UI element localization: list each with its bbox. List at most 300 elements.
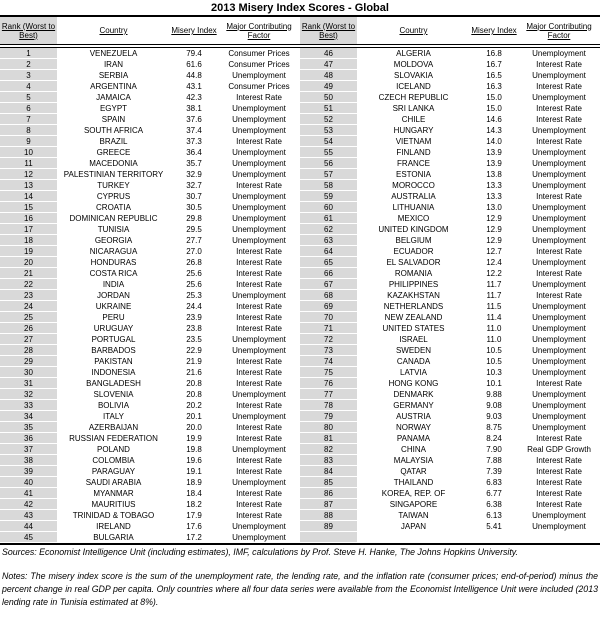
country-cell: VENEZUELA xyxy=(89,49,138,58)
rank-cell: 75 xyxy=(300,367,357,378)
column-header-country: Country xyxy=(399,26,428,35)
table-row xyxy=(300,268,600,279)
country-cell: NEW ZEALAND xyxy=(384,313,443,322)
factor-cell: Unemployment xyxy=(532,401,586,410)
country-cell: LITHUANIA xyxy=(392,203,435,212)
index-cell: 13.3 xyxy=(486,181,502,190)
country-cell: MALAYSIA xyxy=(393,456,434,465)
factor-cell: Unemployment xyxy=(232,148,286,157)
index-cell: 19.8 xyxy=(186,445,202,454)
table-row xyxy=(0,268,300,279)
index-cell: 18.2 xyxy=(186,500,202,509)
column-header-index: Misery Index xyxy=(471,26,517,35)
country-cell: POLAND xyxy=(97,445,130,454)
table-row xyxy=(0,510,300,521)
table-row xyxy=(0,246,300,257)
index-cell: 14.0 xyxy=(486,137,502,146)
country-cell: AZERBAIJAN xyxy=(88,423,139,432)
country-cell: PAKISTAN xyxy=(94,357,133,366)
country-cell: SERBIA xyxy=(98,71,129,80)
country-cell: BANGLADESH xyxy=(86,379,141,388)
column-header-factor: Major Contributing Factor xyxy=(226,21,292,40)
country-cell: CROATIA xyxy=(96,203,131,212)
rank-cell: 16 xyxy=(0,213,57,224)
rank-cell: 19 xyxy=(0,246,57,257)
factor-cell: Unemployment xyxy=(532,423,586,432)
table-row xyxy=(300,510,600,521)
rank-cell: 22 xyxy=(0,279,57,290)
table-row xyxy=(300,191,600,202)
country-cell: PERU xyxy=(102,313,125,322)
table-row xyxy=(300,378,600,389)
table-row xyxy=(300,81,600,92)
table-row xyxy=(0,279,300,290)
factor-cell: Real GDP Growth xyxy=(527,445,591,454)
factor-cell: Interest Rate xyxy=(536,467,582,476)
factor-cell: Interest Rate xyxy=(236,137,282,146)
factor-cell: Unemployment xyxy=(532,412,586,421)
index-cell: 7.88 xyxy=(486,456,502,465)
country-cell: PHILIPPINES xyxy=(388,280,439,289)
index-cell: 25.3 xyxy=(186,291,202,300)
table-row xyxy=(300,158,600,169)
rank-cell: 43 xyxy=(0,510,57,521)
country-cell: MOROCCO xyxy=(392,181,435,190)
table-row xyxy=(0,477,300,488)
rank-cell: 65 xyxy=(300,257,357,268)
rank-cell: 56 xyxy=(300,158,357,169)
factor-cell: Interest Rate xyxy=(236,467,282,476)
table-row xyxy=(300,356,600,367)
factor-cell: Interest Rate xyxy=(536,104,582,113)
factor-cell: Unemployment xyxy=(232,390,286,399)
rank-cell: 3 xyxy=(0,70,57,81)
index-cell: 9.08 xyxy=(486,401,502,410)
table-row xyxy=(300,169,600,180)
factor-cell: Unemployment xyxy=(232,412,286,421)
table-row xyxy=(0,367,300,378)
table-row xyxy=(0,312,300,323)
table-row xyxy=(300,147,600,158)
table-row xyxy=(0,235,300,246)
table-row xyxy=(300,455,600,466)
table-row xyxy=(300,345,600,356)
rank-cell: 27 xyxy=(0,334,57,345)
table-row xyxy=(300,279,600,290)
table-row xyxy=(300,400,600,411)
table-row xyxy=(0,290,300,301)
factor-cell: Interest Rate xyxy=(536,269,582,278)
country-cell: SRI LANKA xyxy=(392,104,435,113)
left-table-body xyxy=(0,48,300,543)
index-cell: 36.4 xyxy=(186,148,202,157)
index-cell: 26.8 xyxy=(186,258,202,267)
index-cell: 16.7 xyxy=(486,60,502,69)
factor-cell: Unemployment xyxy=(532,522,586,531)
rank-cell: 50 xyxy=(300,92,357,103)
country-cell: TURKEY xyxy=(97,181,130,190)
factor-cell: Unemployment xyxy=(532,346,586,355)
rank-cell: 4 xyxy=(0,81,57,92)
table-row xyxy=(300,334,600,345)
table-row xyxy=(300,224,600,235)
index-cell: 13.9 xyxy=(486,148,502,157)
factor-cell: Unemployment xyxy=(232,522,286,531)
factor-cell: Unemployment xyxy=(232,478,286,487)
country-cell: FINLAND xyxy=(396,148,431,157)
country-cell: UKRAINE xyxy=(95,302,132,311)
index-cell: 29.8 xyxy=(186,214,202,223)
factor-cell: Interest Rate xyxy=(236,456,282,465)
rank-cell: 60 xyxy=(300,202,357,213)
country-cell: COLOMBIA xyxy=(92,456,135,465)
factor-cell: Interest Rate xyxy=(236,357,282,366)
table-row xyxy=(0,323,300,334)
rank-cell: 79 xyxy=(300,411,357,422)
table-row xyxy=(0,81,300,92)
index-cell: 6.38 xyxy=(486,500,502,509)
country-cell: AUSTRIA xyxy=(396,412,431,421)
index-cell: 13.3 xyxy=(486,192,502,201)
factor-cell: Unemployment xyxy=(532,280,586,289)
factor-cell: Unemployment xyxy=(232,236,286,245)
index-cell xyxy=(470,532,518,543)
factor-cell: Unemployment xyxy=(232,225,286,234)
table-row xyxy=(300,257,600,268)
rank-cell: 53 xyxy=(300,125,357,136)
index-cell: 6.83 xyxy=(486,478,502,487)
table-row xyxy=(300,136,600,147)
table-row xyxy=(300,290,600,301)
rank-cell: 61 xyxy=(300,213,357,224)
index-cell: 8.75 xyxy=(486,423,502,432)
country-cell: ITALY xyxy=(102,412,125,421)
rank-cell: 14 xyxy=(0,191,57,202)
factor-cell: Unemployment xyxy=(532,225,586,234)
factor-cell: Consumer Prices xyxy=(228,82,290,91)
rank-cell: 5 xyxy=(0,92,57,103)
column-header-rank: Rank (Worst to Best) xyxy=(300,17,357,44)
factor-cell: Unemployment xyxy=(532,71,586,80)
rank-cell: 40 xyxy=(0,477,57,488)
index-cell: 12.9 xyxy=(486,225,502,234)
country-cell: NICARAGUA xyxy=(89,247,138,256)
rank-cell xyxy=(300,532,357,543)
factor-cell: Unemployment xyxy=(532,368,586,377)
rank-cell: 36 xyxy=(0,433,57,444)
country-cell: KAZAKHSTAN xyxy=(387,291,440,300)
index-cell: 30.7 xyxy=(186,192,202,201)
country-cell: BULGARIA xyxy=(93,533,134,542)
country-cell: RUSSIAN FEDERATION xyxy=(69,434,158,443)
rank-cell: 88 xyxy=(300,510,357,521)
table-row xyxy=(0,103,300,114)
rank-cell: 34 xyxy=(0,411,57,422)
country-cell: HONG KONG xyxy=(388,379,439,388)
table-row xyxy=(0,48,300,59)
country-cell: LATVIA xyxy=(400,368,427,377)
country-cell: CZECH REPUBLIC xyxy=(378,93,449,102)
factor-cell: Interest Rate xyxy=(236,93,282,102)
table-row xyxy=(0,92,300,103)
country-cell: SLOVENIA xyxy=(93,390,134,399)
factor-cell: Interest Rate xyxy=(536,291,582,300)
index-cell: 37.6 xyxy=(186,115,202,124)
country-cell: CHILE xyxy=(401,115,426,124)
rank-cell: 9 xyxy=(0,136,57,147)
table-row xyxy=(0,521,300,532)
rank-cell: 20 xyxy=(0,257,57,268)
country-cell: EGYPT xyxy=(99,104,128,113)
rank-cell: 39 xyxy=(0,466,57,477)
rank-cell: 69 xyxy=(300,301,357,312)
index-cell: 22.9 xyxy=(186,346,202,355)
country-cell: CHINA xyxy=(401,445,426,454)
index-cell: 21.9 xyxy=(186,357,202,366)
rank-cell: 44 xyxy=(0,521,57,532)
country-cell: COSTA RICA xyxy=(89,269,138,278)
factor-cell: Unemployment xyxy=(232,170,286,179)
factor-cell: Interest Rate xyxy=(236,324,282,333)
index-cell: 7.90 xyxy=(486,445,502,454)
country-cell: ISRAEL xyxy=(399,335,428,344)
country-cell: SLOVAKIA xyxy=(394,71,433,80)
index-cell: 23.5 xyxy=(186,335,202,344)
factor-cell: Unemployment xyxy=(232,445,286,454)
index-cell: 25.6 xyxy=(186,280,202,289)
table-row xyxy=(300,499,600,510)
factor-cell: Unemployment xyxy=(532,258,586,267)
index-cell: 10.3 xyxy=(486,368,502,377)
table-row xyxy=(300,48,600,59)
right-table-body xyxy=(300,48,600,543)
factor-cell: Interest Rate xyxy=(236,511,282,520)
rank-cell: 78 xyxy=(300,400,357,411)
index-cell: 29.5 xyxy=(186,225,202,234)
column-header-country: Country xyxy=(99,26,128,35)
table-row xyxy=(300,213,600,224)
country-cell: GREECE xyxy=(96,148,131,157)
table-row xyxy=(0,191,300,202)
factor-cell: Interest Rate xyxy=(236,280,282,289)
rank-cell: 54 xyxy=(300,136,357,147)
factor-cell: Unemployment xyxy=(232,126,286,135)
index-cell: 11.5 xyxy=(486,302,502,311)
country-cell: ARGENTINA xyxy=(90,82,137,91)
rank-cell: 76 xyxy=(300,378,357,389)
rank-cell: 82 xyxy=(300,444,357,455)
index-cell: 15.0 xyxy=(486,93,502,102)
table-row xyxy=(300,70,600,81)
table-row xyxy=(0,389,300,400)
table-row xyxy=(0,411,300,422)
factor-cell: Unemployment xyxy=(532,203,586,212)
country-cell: DENMARK xyxy=(393,390,434,399)
rank-cell: 41 xyxy=(0,488,57,499)
factor-cell: Unemployment xyxy=(232,203,286,212)
index-cell: 9.03 xyxy=(486,412,502,421)
table-row xyxy=(0,400,300,411)
country-cell: GEORGIA xyxy=(94,236,133,245)
table-row xyxy=(0,378,300,389)
index-cell: 17.9 xyxy=(186,511,202,520)
table-row xyxy=(0,224,300,235)
country-cell: IRELAND xyxy=(96,522,131,531)
index-cell: 11.0 xyxy=(486,335,502,344)
country-cell: IRAN xyxy=(103,60,124,69)
table-row xyxy=(300,235,600,246)
index-cell: 19.9 xyxy=(186,434,202,443)
index-cell: 25.6 xyxy=(186,269,202,278)
country-cell: INDIA xyxy=(102,280,125,289)
factor-cell: Interest Rate xyxy=(536,247,582,256)
table-row xyxy=(300,466,600,477)
country-cell: TAIWAN xyxy=(398,511,429,520)
rank-cell: 28 xyxy=(0,345,57,356)
country-cell: VIETNAM xyxy=(395,137,432,146)
rank-cell: 46 xyxy=(300,48,357,59)
country-cell: PALESTINIAN TERRITORY xyxy=(63,170,164,179)
index-cell: 5.41 xyxy=(486,522,502,531)
factor-cell: Interest Rate xyxy=(536,192,582,201)
index-cell: 37.3 xyxy=(186,137,202,146)
index-cell: 12.9 xyxy=(486,236,502,245)
table-row xyxy=(0,147,300,158)
index-cell: 14.3 xyxy=(486,126,502,135)
country-cell: SOUTH AFRICA xyxy=(83,126,144,135)
factor-cell: Interest Rate xyxy=(236,247,282,256)
index-cell: 9.88 xyxy=(486,390,502,399)
table-row xyxy=(0,334,300,345)
factor-cell: Unemployment xyxy=(532,49,586,58)
rank-cell: 31 xyxy=(0,378,57,389)
table-row xyxy=(0,488,300,499)
table-row xyxy=(0,301,300,312)
column-header-index: Misery Index xyxy=(171,26,217,35)
table-row xyxy=(300,521,600,532)
country-cell: THAILAND xyxy=(393,478,434,487)
factor-cell: Unemployment xyxy=(232,159,286,168)
rank-cell: 24 xyxy=(0,301,57,312)
table-row xyxy=(0,202,300,213)
factor-cell: Unemployment xyxy=(532,159,586,168)
factor-cell: Interest Rate xyxy=(536,456,582,465)
country-cell: MOLDOVA xyxy=(393,60,434,69)
factor-cell: Interest Rate xyxy=(536,489,582,498)
country-cell: SWEDEN xyxy=(395,346,432,355)
factor-cell: Unemployment xyxy=(232,533,286,542)
table-row xyxy=(300,444,600,455)
table-row xyxy=(0,433,300,444)
table-row xyxy=(0,466,300,477)
country-cell: QATAR xyxy=(400,467,427,476)
country-cell xyxy=(357,532,470,543)
index-cell: 35.7 xyxy=(186,159,202,168)
factor-cell: Interest Rate xyxy=(536,500,582,509)
factor-cell: Unemployment xyxy=(232,192,286,201)
rank-cell: 26 xyxy=(0,323,57,334)
rank-cell: 10 xyxy=(0,147,57,158)
rank-cell: 29 xyxy=(0,356,57,367)
rank-cell: 81 xyxy=(300,433,357,444)
country-cell: ICELAND xyxy=(396,82,431,91)
country-cell: SINGAPORE xyxy=(389,500,438,509)
factor-cell: Unemployment xyxy=(532,148,586,157)
country-cell: PANAMA xyxy=(396,434,431,443)
index-cell: 27.7 xyxy=(186,236,202,245)
factor-cell: Interest Rate xyxy=(236,434,282,443)
index-cell: 20.8 xyxy=(186,390,202,399)
index-cell: 61.6 xyxy=(186,60,202,69)
index-cell: 11.4 xyxy=(486,313,502,322)
country-cell: GERMANY xyxy=(393,401,434,410)
factor-cell: Unemployment xyxy=(532,236,586,245)
country-cell: FRANCE xyxy=(397,159,430,168)
rank-cell: 87 xyxy=(300,499,357,510)
table-row xyxy=(300,367,600,378)
factor-cell: Unemployment xyxy=(532,214,586,223)
country-cell: ALGERIA xyxy=(396,49,431,58)
page-title: 2013 Misery Index Scores - Global xyxy=(211,2,389,14)
rank-cell: 15 xyxy=(0,202,57,213)
factor-cell: Consumer Prices xyxy=(228,49,290,58)
rank-cell: 8 xyxy=(0,125,57,136)
index-cell: 20.1 xyxy=(186,412,202,421)
table-row xyxy=(0,455,300,466)
index-cell: 16.3 xyxy=(486,82,502,91)
factor-cell: Interest Rate xyxy=(236,368,282,377)
factor-cell: Interest Rate xyxy=(236,302,282,311)
table-row xyxy=(300,532,600,543)
country-cell: HONDURAS xyxy=(90,258,137,267)
table-row xyxy=(300,180,600,191)
rank-cell: 71 xyxy=(300,323,357,334)
factor-cell: Unemployment xyxy=(532,324,586,333)
country-cell: SAUDI ARABIA xyxy=(85,478,142,487)
country-cell: HUNGARY xyxy=(393,126,434,135)
factor-cell: Interest Rate xyxy=(236,269,282,278)
country-cell: BELGIUM xyxy=(395,236,432,245)
factor-cell: Interest Rate xyxy=(236,423,282,432)
factor-cell: Unemployment xyxy=(232,346,286,355)
factor-cell xyxy=(518,532,600,543)
rank-cell: 30 xyxy=(0,367,57,378)
rank-cell: 59 xyxy=(300,191,357,202)
right-table-header xyxy=(300,17,600,44)
rank-cell: 48 xyxy=(300,70,357,81)
country-cell: TUNISIA xyxy=(97,225,130,234)
rank-cell: 70 xyxy=(300,312,357,323)
index-cell: 12.2 xyxy=(486,269,502,278)
rank-cell: 63 xyxy=(300,235,357,246)
rank-cell: 37 xyxy=(0,444,57,455)
table-row xyxy=(300,389,600,400)
table-row xyxy=(0,180,300,191)
table-row xyxy=(0,257,300,268)
index-cell: 19.6 xyxy=(186,456,202,465)
country-cell: BRAZIL xyxy=(99,137,128,146)
factor-cell: Unemployment xyxy=(232,71,286,80)
factor-cell: Unemployment xyxy=(532,126,586,135)
factor-cell: Interest Rate xyxy=(236,489,282,498)
left-table-header xyxy=(0,17,300,44)
rank-cell: 33 xyxy=(0,400,57,411)
factor-cell: Unemployment xyxy=(532,390,586,399)
index-cell: 13.9 xyxy=(486,159,502,168)
country-cell: NETHERLANDS xyxy=(383,302,444,311)
country-cell: MEXICO xyxy=(397,214,430,223)
factor-cell: Interest Rate xyxy=(236,181,282,190)
